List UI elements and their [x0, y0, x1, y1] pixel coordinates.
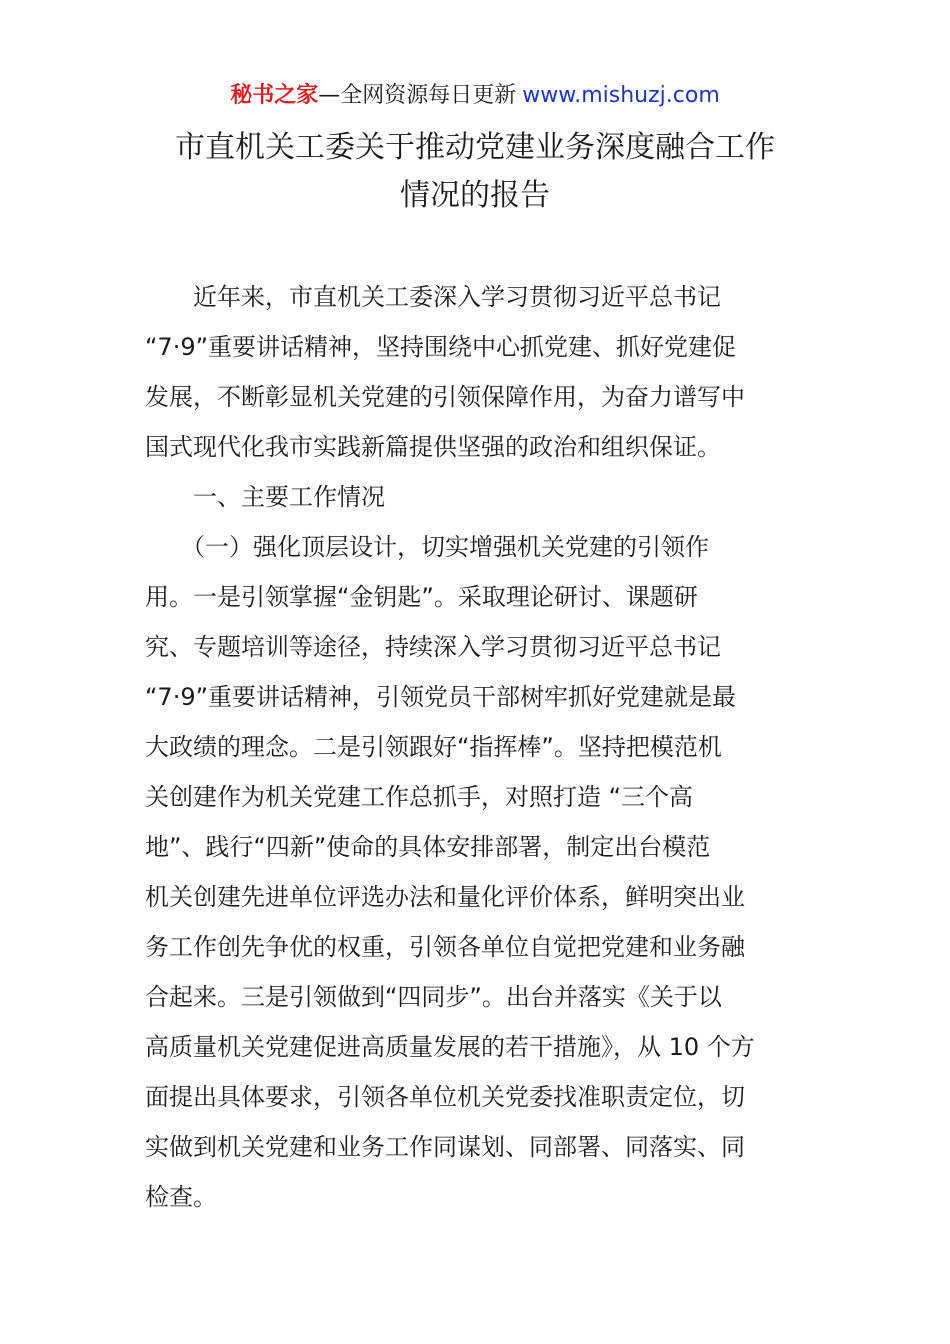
body-line: （一）强化顶层设计，切实增强机关党建的引领作	[145, 533, 709, 561]
body-line: 关创建作为机关党建工作总抓手，对照打造 “三个高	[145, 783, 694, 811]
body-line: 合起来。三是引领做到“四同步”。出台并落实《关于以	[145, 983, 722, 1011]
body-line: 高质量机关党建促进高质量发展的若干措施》，从 10 个方	[145, 1033, 755, 1061]
site-banner	[0, 80, 950, 112]
body-line: 国式现代化我市实践新篇提供坚强的政治和组织保证。	[145, 433, 721, 461]
body-line: 大政绩的理念。二是引领跟好“指挥棒”。坚持把模范机	[145, 733, 722, 761]
banner-slogan: —全网资源每日更新	[318, 83, 517, 108]
body-line: 务工作创先争优的权重，引领各单位自觉把党建和业务融	[145, 933, 745, 961]
body-line: 实做到机关党建和业务工作同谋划、同部署、同落实、同	[145, 1133, 745, 1161]
body-line: 用。一是引领掌握“金钥匙”。采取理论研讨、课题研	[145, 583, 698, 611]
body-line: 地”、践行“四新”使命的具体安排部署，制定出台模范	[145, 833, 711, 861]
site-url-link[interactable]: www.mishuzj.com	[522, 83, 720, 108]
body-line: 发展，不断彰显机关党建的引领保障作用，为奋力谱写中	[145, 383, 745, 411]
title-line: 情况的报告	[400, 178, 550, 213]
body-line: 面提出具体要求，引领各单位机关党委找准职责定位，切	[145, 1083, 745, 1111]
body-line: 机关创建先进单位评选办法和量化评价体系，鲜明突出业	[145, 883, 745, 911]
document-body	[145, 272, 810, 1222]
body-line: “7·9”重要讲话精神，引领党员干部树牢抓好党建就是最	[145, 683, 737, 711]
section-heading: 一、主要工作情况	[145, 483, 385, 511]
title-line: 市直机关工委关于推动党建业务深度融合工作	[175, 130, 775, 165]
document-title	[100, 124, 850, 220]
brand-name: 秘书之家	[230, 83, 319, 108]
body-line: “7·9”重要讲话精神，坚持围绕中心抓党建、抓好党建促	[145, 333, 737, 361]
body-line: 检查。	[145, 1183, 217, 1211]
body-line: 近年来，市直机关工委深入学习贯彻习近平总书记	[145, 283, 721, 311]
body-line: 究、专题培训等途径，持续深入学习贯彻习近平总书记	[145, 633, 721, 661]
